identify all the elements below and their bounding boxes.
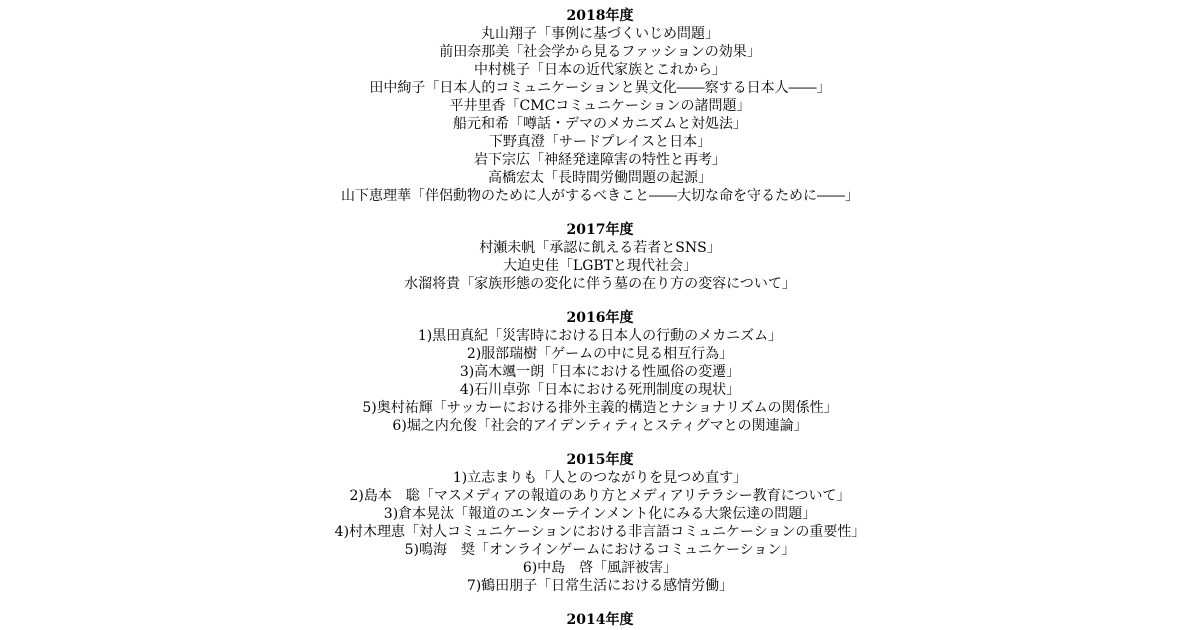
thesis-entry: 岩下宗広「神経発達障害の特性と再考」 xyxy=(474,152,726,168)
thesis-entry: 山下恵理華「伴侶動物のために人がするべきこと――大切な命を守るために――」 xyxy=(341,188,859,204)
thesis-entry: 中村桃子「日本の近代家族とこれから」 xyxy=(474,62,726,78)
thesis-entry: 村瀬未帆「承認に飢える若者とSNS」 xyxy=(479,240,721,256)
year-section-2014 xyxy=(0,611,1200,629)
year-heading: 2015年度 xyxy=(566,452,634,468)
year-section-2015 xyxy=(0,451,1200,595)
thesis-entry: 2)服部瑞樹「ゲームの中に見る相互行為」 xyxy=(466,346,734,362)
thesis-entry: 5)鳴海 奨「オンラインゲームにおけるコミュニケーション」 xyxy=(404,542,796,558)
year-section-2016 xyxy=(0,309,1200,435)
thesis-entry: 高橋宏太「長時間労働問題の起源」 xyxy=(488,170,712,186)
thesis-entry: 2)島本 聡「マスメディアの報道のあり方とメディアリテラシー教育について」 xyxy=(349,488,851,504)
thesis-entry: 3)高木颯一朗「日本における性風俗の変遷」 xyxy=(459,364,741,380)
year-heading: 2018年度 xyxy=(566,8,634,24)
year-section-2017 xyxy=(0,221,1200,293)
year-section-2018 xyxy=(0,7,1200,205)
thesis-entry: 船元和希「噂話・デマのメカニズムと対処法」 xyxy=(453,116,747,132)
thesis-entry: 大迫史佳「LGBTと現代社会」 xyxy=(502,258,698,274)
thesis-entry: 下野真澄「サードプレイスと日本」 xyxy=(488,134,712,150)
thesis-entry: 4)石川卓弥「日本における死刑制度の現状」 xyxy=(459,382,741,398)
thesis-entry: 丸山翔子「事例に基づくいじめ問題」 xyxy=(481,26,719,42)
thesis-entry: 水溜将貴「家族形態の変化に伴う墓の在り方の変容について」 xyxy=(404,276,796,292)
year-heading: 2017年度 xyxy=(566,222,634,238)
thesis-entry: 1)立志まりも「人とのつながりを見つめ直す」 xyxy=(452,470,748,486)
year-heading: 2016年度 xyxy=(566,310,634,326)
thesis-entry: 3)倉本晃汰「報道のエンターテインメント化にみる大衆伝達の問題」 xyxy=(383,506,817,522)
thesis-entry: 6)堀之内允俊「社会的アイデンティティとスティグマとの関連論」 xyxy=(392,418,808,434)
thesis-entry: 平井里香「CMCコミュニケーションの諸問題」 xyxy=(449,98,751,114)
thesis-entry: 7)鶴田朋子「日常生活における感情労働」 xyxy=(466,578,734,594)
thesis-entry: 6)中島 啓「風評被害」 xyxy=(522,560,678,576)
thesis-entry: 5)奥村祐輝「サッカーにおける排外主義的構造とナショナリズムの関係性」 xyxy=(362,400,838,416)
thesis-entry: 前田奈那美「社会学から見るファッションの効果」 xyxy=(439,44,761,60)
thesis-entry: 田中絢子「日本人的コミュニケーションと異文化――察する日本人――」 xyxy=(369,80,831,96)
thesis-entry: 4)村木理恵「対人コミュニケーションにおける非言語コミュニケーションの重要性」 xyxy=(334,524,866,540)
year-heading: 2014年度 xyxy=(566,612,634,628)
thesis-entry: 1)黒田真紀「災害時における日本人の行動のメカニズム」 xyxy=(417,328,783,344)
